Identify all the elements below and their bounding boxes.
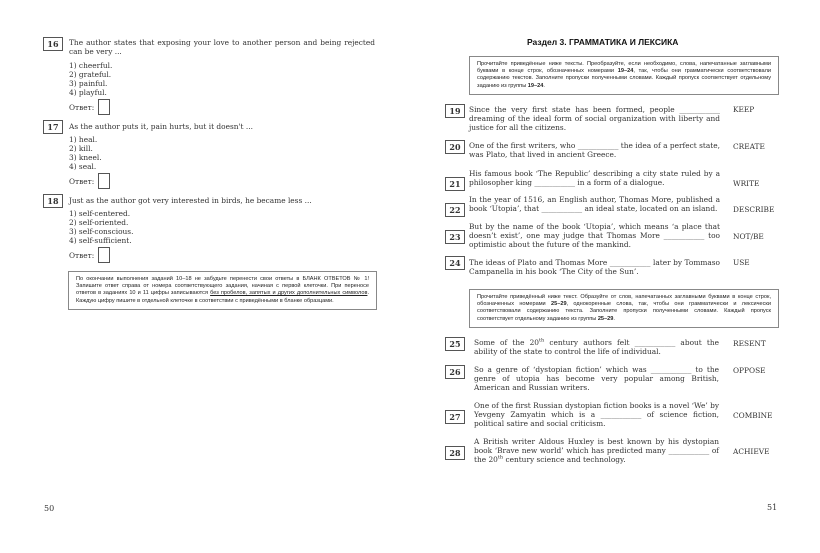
task-text: Some of the 20th century authors felt ___________ about the ability of the state to control the life of individual. <box>474 337 719 356</box>
question-number: 17 <box>43 120 63 134</box>
page-number: 51 <box>767 503 778 512</box>
answer-row <box>69 247 110 263</box>
option: 2) grateful. <box>69 70 112 79</box>
task-text: A British writer Aldous Huxley is best known by his dystopian book ‘Brave new world’ which has predicted many ___________ of the 20th century science and technology. <box>474 437 719 464</box>
transfer-notice <box>68 271 377 310</box>
task-keyword: CREATE <box>733 142 765 151</box>
page-number: 50 <box>44 504 55 513</box>
task-keyword: ACHIEVE <box>733 447 770 456</box>
answer-label: Ответ: <box>69 102 95 112</box>
option: 1) self-centered. <box>69 209 131 218</box>
instruction-text: , так, чтобы они грамматически соответствовали содержанию текстов. Заполните пропуски полученными словами. Каждый пропуск соответствует отдельному заданию из группы <box>477 68 771 89</box>
section-title: Раздел 3. ГРАММАТИКА И ЛЕКСИКА <box>527 37 679 47</box>
task-number: 28 <box>445 446 465 460</box>
option: 4) playful. <box>69 88 107 97</box>
options-list <box>69 135 102 171</box>
task-number: 25 <box>445 337 465 351</box>
task-keyword: NOT/BE <box>733 232 764 241</box>
task-keyword: DESCRIBE <box>733 205 775 214</box>
task-number: 19 <box>445 104 465 118</box>
task-keyword: WRITE <box>733 179 760 188</box>
task-number: 21 <box>445 177 465 191</box>
instruction-bold: 19–24 <box>617 68 634 75</box>
answer-label: Ответ: <box>69 250 95 260</box>
task-text: But by the name of the book ‘Utopia’, which means ‘a place that doesn’t exist’, one may judge that Thomas More ___________ too optimistic about the future of the mankind. <box>469 222 720 249</box>
option: 3) kneel. <box>69 153 102 162</box>
task-number: 23 <box>445 230 465 244</box>
question-text: As the author puts it, pain hurts, but it doesn't ... <box>69 122 253 131</box>
task-keyword: OPPOSE <box>733 366 766 375</box>
question-number: 16 <box>43 37 63 51</box>
task-keyword: KEEP <box>733 105 755 114</box>
instruction-bold: 25–29 <box>551 301 567 308</box>
task-number: 22 <box>445 203 465 217</box>
task-text: In the year of 1516, an English author, Thomas More, published a book ‘Utopia’, that ___________ an ideal state, located on an island. <box>469 195 720 213</box>
answer-box[interactable] <box>98 99 110 115</box>
task-text: The ideas of Plato and Thomas More ___________ later by Tommaso Campanella in his book ‘The City of the Sun’. <box>469 258 720 276</box>
task-text: Since the very first state has been formed, people ___________ dreaming of the ideal form of social organization with liberty and justice for all the citizens. <box>469 105 720 132</box>
task-number: 26 <box>445 365 465 379</box>
task-number: 27 <box>445 410 465 424</box>
answer-label: Ответ: <box>69 176 95 186</box>
instruction-text: . <box>613 315 615 322</box>
option: 4) seal. <box>69 162 97 171</box>
option: 1) heal. <box>69 135 98 144</box>
option: 2) kill. <box>69 144 93 153</box>
notice-underlined: без пробелов, запятых и других дополнительных символов <box>210 290 368 297</box>
task-keyword: USE <box>733 258 750 267</box>
options-list <box>69 61 112 97</box>
option: 3) self-conscious. <box>69 227 134 236</box>
option: 4) self-sufficient. <box>69 236 132 245</box>
question-number: 18 <box>43 194 63 208</box>
task-number: 20 <box>445 140 465 154</box>
notice-text: . Каждую цифру пишите в отдельной клеточке в соответствии с приведёнными в бланке образцами. <box>76 290 369 304</box>
notice-text: По окончании выполнения заданий 10–18 не забудьте перенести свои ответы в БЛАНК ОТВЕТОВ № 1! Запишите ответ справа от номера соответствующего задания, начиная с первой клеточки. При переносе ответов в заданиях 10 и 11 цифры записываются <box>76 276 369 297</box>
task-keyword: COMBINE <box>733 411 773 420</box>
instruction-text: . <box>543 82 545 89</box>
instruction-box <box>469 56 779 95</box>
question-text: Just as the author got very interested in birds, he became less ... <box>69 196 312 205</box>
task-text: So a genre of ‘dystopian fiction’ which was ___________ to the genre of utopia has become very popular among British, American and Russian writers. <box>474 365 719 392</box>
answer-box[interactable] <box>98 173 110 189</box>
instruction-text: Прочитайте приведённый ниже текст. Образуйте от слов, напечатанных заглавными буквами в конце строк, обозначенных номерами <box>477 294 771 308</box>
task-text: His famous book ‘The Republic’ describing a city state ruled by a philosopher king ___________ in a form of a dialogue. <box>469 169 720 187</box>
option: 1) cheerful. <box>69 61 113 70</box>
task-keyword: RESENT <box>733 339 766 348</box>
task-text: One of the first Russian dystopian fiction books is a novel ‘We’ by Yevgeny Zamyatin which is a ___________ of science fiction, political satire and social criticism. <box>474 401 719 428</box>
question-text: The author states that exposing your love to another person and being rejected can be very ... <box>69 38 375 56</box>
answer-row <box>69 173 110 189</box>
option: 2) self-oriented. <box>69 218 129 227</box>
instruction-text: , однокоренные слова, так, чтобы они грамматически и лексически соответствовали содержанию текста. Заполните пропуски полученными словами. Каждый пропуск соответствует отдельному заданию из группы <box>477 301 772 322</box>
instruction-text: Прочитайте приведённые ниже тексты. Преобразуйте, если необходимо, слова, напечатанные заглавными буквами в конце строк, обозначенных номерами <box>477 61 771 75</box>
instruction-box <box>469 289 779 328</box>
instruction-bold: 19–24 <box>527 82 544 89</box>
option: 3) painful. <box>69 79 108 88</box>
answer-row <box>69 99 110 115</box>
options-list <box>69 209 133 245</box>
instruction-bold: 25–29 <box>597 315 614 322</box>
answer-box[interactable] <box>98 247 110 263</box>
task-text: One of the first writers, who ___________ the idea of a perfect state, was Plato, that lived in ancient Greece. <box>469 141 720 159</box>
task-number: 24 <box>445 256 465 270</box>
